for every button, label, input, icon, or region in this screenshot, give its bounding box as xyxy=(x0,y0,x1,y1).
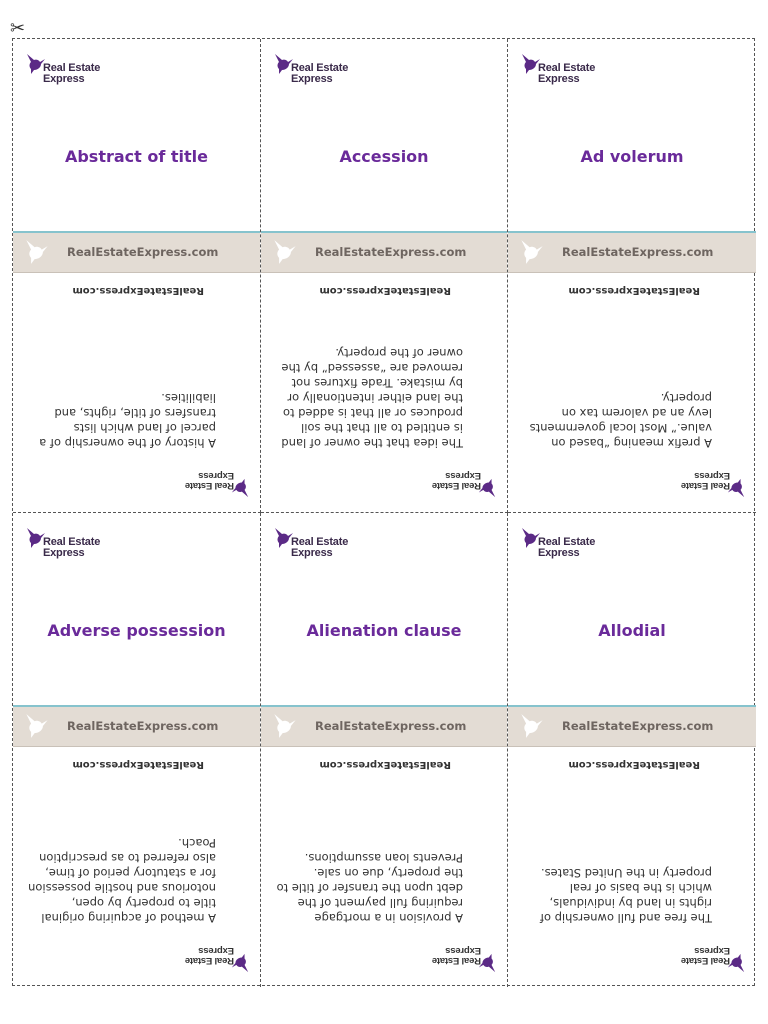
card-front xyxy=(13,513,260,705)
term-title: Ad volerum xyxy=(580,147,684,166)
flashcard xyxy=(13,39,261,513)
brand-logo: Real Estate Express xyxy=(520,527,595,559)
term-title: Abstract of title xyxy=(64,147,209,166)
brand-logo: Real Estate Express xyxy=(273,527,348,559)
card-front xyxy=(261,39,507,231)
card-back xyxy=(508,747,756,987)
card-back xyxy=(261,273,507,512)
term-definition: A history of the ownership of a parcel of land which lists transfers of title, rights, and liabilities. xyxy=(39,391,216,450)
website-label: RealEstateExpress.com xyxy=(319,759,451,770)
flashcard-sheet xyxy=(12,38,755,986)
card-front xyxy=(508,513,756,705)
term-title: Allodial xyxy=(598,621,666,640)
brand-logo: Real Estate Express xyxy=(681,945,746,973)
term-title: Alienation clause xyxy=(306,621,462,640)
website-label: RealEstateExpress.com xyxy=(568,285,700,296)
website-label: RealEstateExpress.com xyxy=(72,759,204,770)
website-band xyxy=(508,231,756,273)
flashcard xyxy=(508,39,756,513)
flashcard xyxy=(261,513,508,987)
website-label: RealEstateExpress.com xyxy=(72,285,204,296)
website-label: RealEstateExpress.com xyxy=(315,719,467,733)
hummingbird-icon xyxy=(518,713,546,739)
card-back xyxy=(508,273,756,512)
website-label: RealEstateExpress.com xyxy=(67,719,219,733)
website-band xyxy=(13,705,260,747)
website-label: RealEstateExpress.com xyxy=(319,285,451,296)
website-label: RealEstateExpress.com xyxy=(67,245,219,259)
term-title: Accession xyxy=(339,147,429,166)
hummingbird-icon xyxy=(271,239,299,265)
website-band xyxy=(261,705,507,747)
website-label: RealEstateExpress.com xyxy=(568,759,700,770)
website-band xyxy=(508,705,756,747)
website-label: RealEstateExpress.com xyxy=(562,245,714,259)
card-back xyxy=(13,273,260,512)
brand-logo: Real Estate Express xyxy=(681,470,746,498)
website-band xyxy=(261,231,507,273)
flashcard xyxy=(508,513,756,987)
website-band xyxy=(13,231,260,273)
card-front xyxy=(261,513,507,705)
brand-logo: Real Estate Express xyxy=(185,470,250,498)
term-title: Adverse possession xyxy=(47,621,226,640)
hummingbird-icon xyxy=(23,713,51,739)
hummingbird-icon xyxy=(23,239,51,265)
hummingbird-icon xyxy=(271,713,299,739)
card-back xyxy=(13,747,260,987)
brand-logo: Real Estate Express xyxy=(185,945,250,973)
flashcard xyxy=(261,39,508,513)
brand-logo: Real Estate Express xyxy=(273,53,348,85)
term-definition: A prefix meaning “based on value.” Most local governments levy an ad valorem tax on property. xyxy=(529,391,712,450)
card-front xyxy=(13,39,260,231)
brand-logo: Real Estate Express xyxy=(432,470,497,498)
scissors-icon: ✂ xyxy=(10,18,26,39)
brand-logo: Real Estate Express xyxy=(520,53,595,85)
website-label: RealEstateExpress.com xyxy=(562,719,714,733)
website-label: RealEstateExpress.com xyxy=(315,245,467,259)
term-definition: A method of acquiring original title to property by open, notorious and hostile possession for a statutory period of time, also referred to as prescription Poach. xyxy=(28,836,216,925)
flashcard xyxy=(13,513,261,987)
card-front xyxy=(508,39,756,231)
term-definition: The idea that the owner of land is entitled to all that the soil produces or all that is added to the land either intentionally or by mistake. Trade fixtures not removed are “assessed” by the owner of the property. xyxy=(281,346,463,450)
term-definition: The free and full ownership of rights in land by individuals, which is the basis of real property in the United States. xyxy=(539,866,712,925)
brand-logo: Real Estate Express xyxy=(25,53,100,85)
brand-logo: Real Estate Express xyxy=(432,945,497,973)
card-back xyxy=(261,747,507,987)
term-definition: A provision in a mortgage requiring full payment of the debt upon the transfer of title to the property, due on sale. Prevents loan assumptions. xyxy=(276,851,463,925)
brand-logo: Real Estate Express xyxy=(25,527,100,559)
hummingbird-icon xyxy=(518,239,546,265)
